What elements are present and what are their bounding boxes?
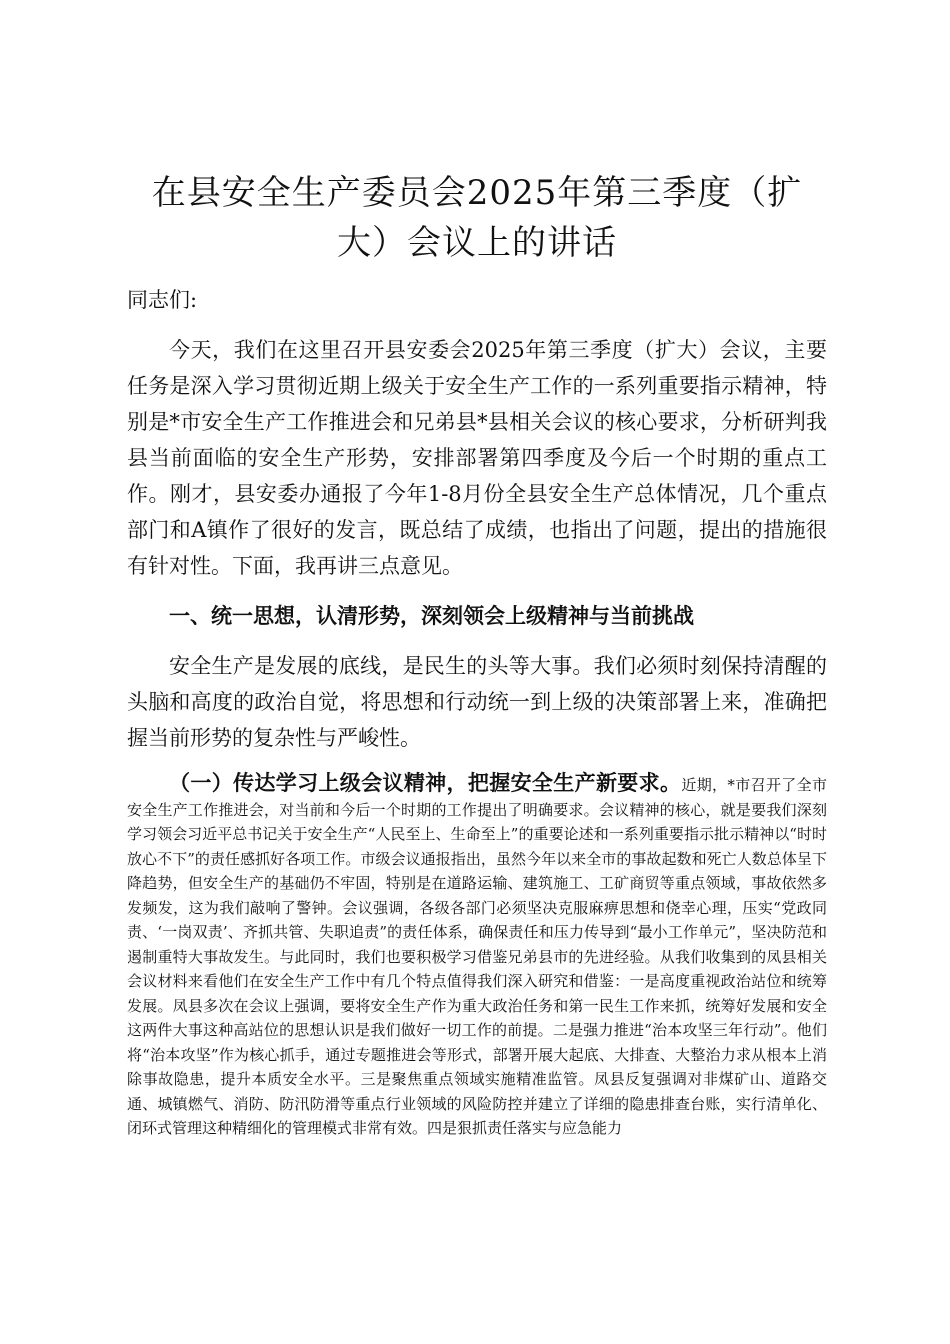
document-title: 在县安全生产委员会2025年第三季度（扩大）会议上的讲话 bbox=[151, 173, 803, 263]
subsection-heading-1: （一）传达学习上级会议精神，把握安全生产新要求。 bbox=[169, 770, 682, 795]
section-heading-1: 一、统一思想，认清形势，深刻领会上级精神与当前挑战 bbox=[169, 603, 694, 628]
salutation: 同志们: bbox=[127, 288, 198, 312]
subsection-1-body: 近期，*市召开了全市安全生产工作推进会，对当前和今后一个时期的工作提出了明确要求。会议精神的核心，就是要我们深刻学习领会习近平总书记关于安全生产“人民至上、生命至上”的重要论述和一系列重要指示批示精神以“时时放心不下”的责任感抓好各项工作。市级会议通报指出，虽然今年以来全市的事故起数和死亡人数总体呈下降趋势，但安全生产的基础仍不牢固，特别是在道路运输、建筑施工、工矿商贸等重点领域，事故依然多发频发，这为我们敲响了警钟。会议强调，各级各部门必须坚决克服麻痹思想和侥幸心理，压实“党政同责、‘一岗双责’、齐抓共管、失职追责”的责任体系，确保责任和压力传导到“最小工作单元”，坚决防范和遏制重特大事故发生。与此同时，我们也要积极学习借鉴兄弟县市的先进经验。从我们收集到的凤县相关会议材料来看他们在安全生产工作中有几个特点值得我们深入研究和借鉴：一是高度重视政治站位和统筹发展。凤县多次在会议上强调，要将安全生产作为重大政治任务和第一民生工作来抓，统筹好发展和安全这两件大事这种高站位的思想认识是我们做好一切工作的前提。二是强力推进“治本攻坚三年行动”。他们将“治本攻坚”作为核心抓手，通过专题推进会等形式，部署开展大起底、大排查、大整治力求从根本上消除事故隐患，提升本质安全水平。三是聚焦重点领域实施精准监管。凤县反复强调对非煤矿山、道路交通、城镇燃气、消防、防汛防滑等重点行业领域的风险防控并建立了详细的隐患排查台账，实行清单化、闭环式管理这种精细化的管理模式非常有效。四是狠抓责任落实与应急能力 bbox=[127, 776, 827, 1137]
document-body bbox=[127, 168, 827, 1141]
subsection-1-paragraph bbox=[127, 770, 827, 1141]
intro-paragraph: 今天，我们在这里召开县安委会2025年第三季度（扩大）会议，主要任务是深入学习贯彻近期上级关于安全生产工作的一系列重要指示精神，特别是*市安全生产工作推进会和兄弟县*县相关会议的核心要求，分析研判我县当前面临的安全生产形势，安排部署第四季度及今后一个时期的重点工作。刚才，县安委办通报了今年1-8月份全县安全生产总体情况，几个重点部门和A镇作了很好的发言，既总结了成绩，也指出了问题，提出的措施很有针对性。下面，我再讲三点意见。 bbox=[127, 338, 827, 578]
section-1-paragraph: 安全生产是发展的底线，是民生的头等大事。我们必须时刻保持清醒的头脑和高度的政治自觉，将思想和行动统一到上级的决策部署上来，准确把握当前形势的复杂性与严峻性。 bbox=[127, 654, 827, 750]
